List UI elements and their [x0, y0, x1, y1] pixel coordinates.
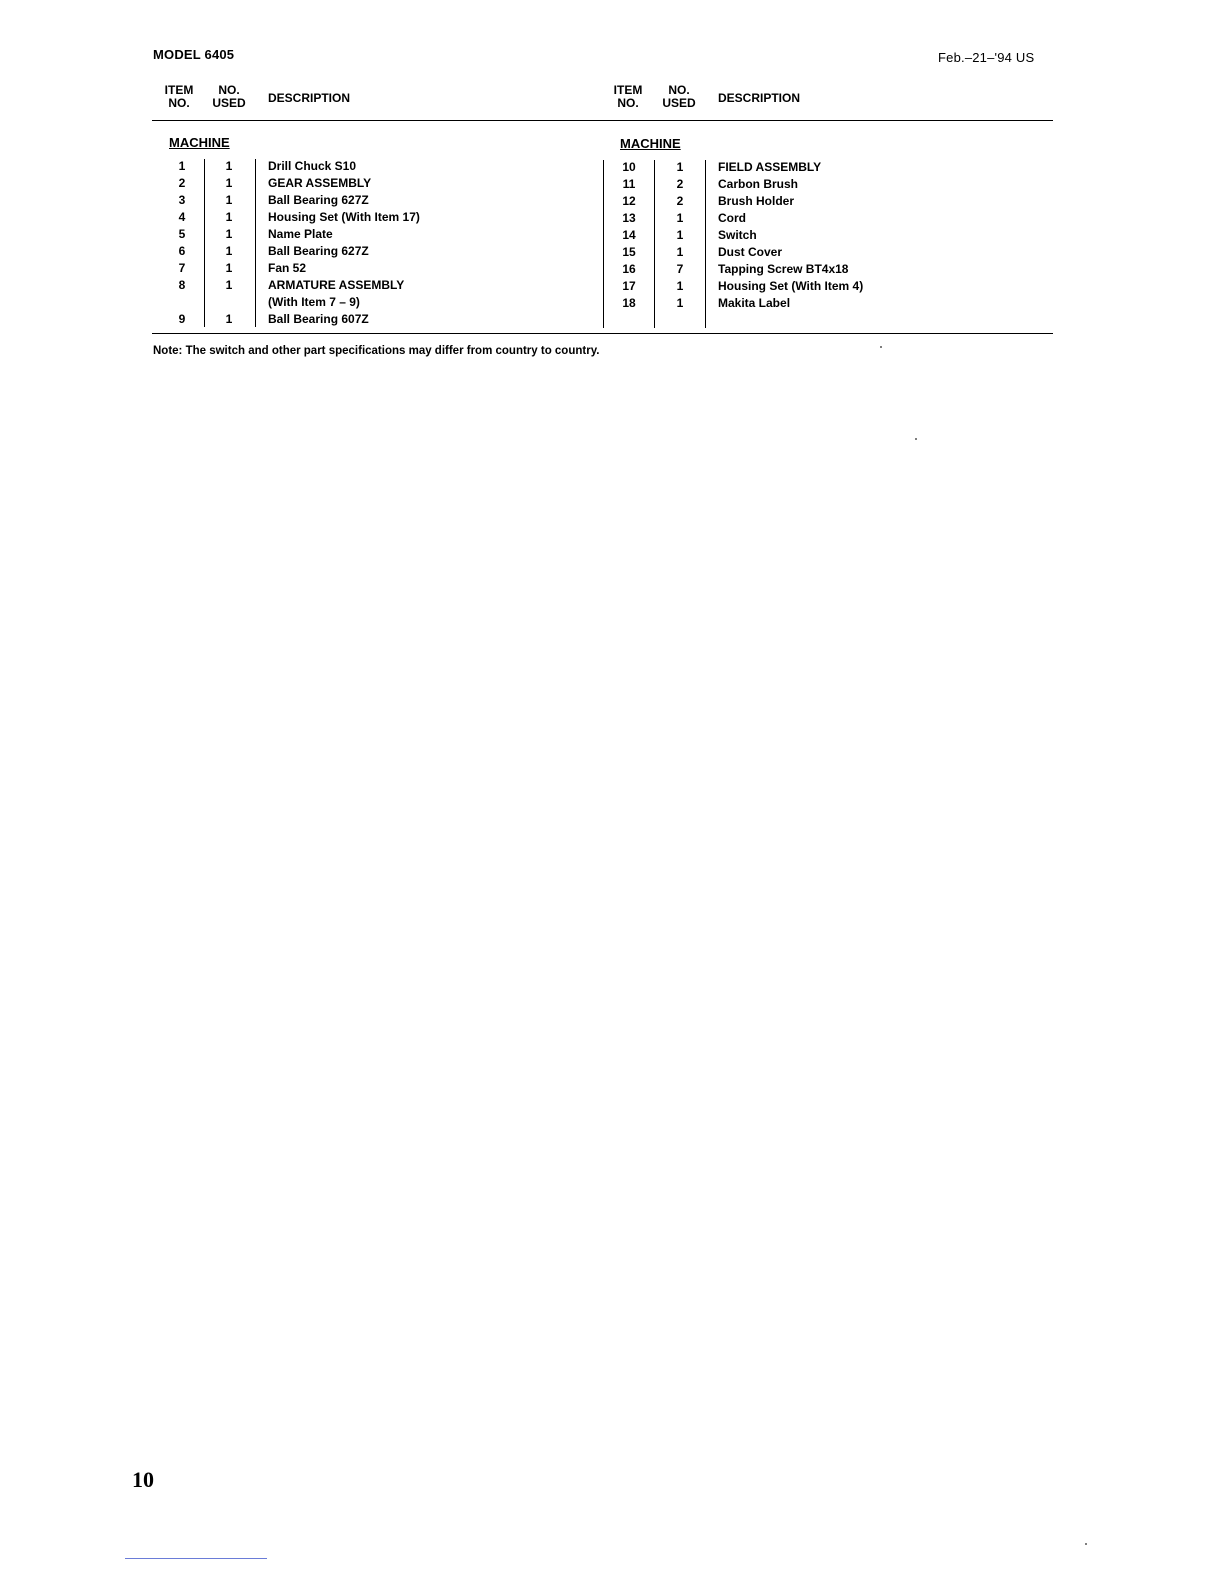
right-item-no-header — [611, 84, 645, 110]
part-description: GEAR ASSEMBLY — [268, 176, 372, 190]
footer-rule — [152, 333, 1053, 334]
left-no-used-header — [208, 84, 250, 110]
right-divider-1 — [654, 160, 655, 328]
used-header-line1: NO. — [668, 83, 690, 97]
quantity-used: 1 — [676, 228, 684, 242]
item-number: 14 — [622, 228, 636, 242]
item-number: 2 — [178, 176, 186, 190]
quantity-used: 1 — [225, 278, 233, 292]
part-description: Makita Label — [718, 296, 791, 310]
item-number: 10 — [622, 160, 636, 174]
item-number: 8 — [178, 278, 186, 292]
item-header-line2: NO. — [617, 96, 639, 110]
revision-date: Feb.–21–'94 US — [938, 50, 1035, 65]
part-description: Fan 52 — [268, 261, 307, 275]
header-rule — [152, 120, 1053, 121]
item-number: 6 — [178, 244, 186, 258]
part-description: FIELD ASSEMBLY — [718, 160, 822, 174]
item-number: 3 — [178, 193, 186, 207]
left-section-title: MACHINE — [169, 135, 230, 150]
part-description: Ball Bearing 627Z — [268, 193, 369, 207]
part-description: Ball Bearing 607Z — [268, 312, 369, 326]
model-label: MODEL 6405 — [153, 47, 235, 62]
used-header-line1: NO. — [218, 83, 240, 97]
part-description: Drill Chuck S10 — [268, 159, 357, 173]
item-header-line1: ITEM — [613, 83, 643, 97]
scan-speck — [1085, 1543, 1087, 1545]
item-number: 11 — [622, 177, 636, 191]
part-description: (With Item 7 – 9) — [268, 295, 360, 309]
quantity-used: 1 — [676, 211, 684, 225]
item-number: 16 — [622, 262, 636, 276]
scan-speck — [915, 438, 917, 440]
item-number: 17 — [622, 279, 636, 293]
part-description: Name Plate — [268, 227, 333, 241]
part-description: Switch — [718, 228, 757, 242]
scan-speck — [880, 346, 882, 348]
item-header-line2: NO. — [168, 96, 190, 110]
part-description: Carbon Brush — [718, 177, 799, 191]
left-divider-2 — [255, 159, 256, 327]
item-header-line1: ITEM — [164, 83, 194, 97]
used-header-line2: USED — [662, 96, 696, 110]
left-divider-1 — [204, 159, 205, 327]
quantity-used: 1 — [225, 210, 233, 224]
specification-note: Note: The switch and other part specifications may differ from country to country. — [153, 345, 600, 357]
quantity-used: 1 — [225, 312, 233, 326]
right-divider-2 — [705, 160, 706, 328]
part-description: ARMATURE ASSEMBLY — [268, 278, 405, 292]
quantity-used: 7 — [676, 262, 684, 276]
page-number: 10 — [132, 1467, 154, 1492]
quantity-used: 1 — [225, 176, 233, 190]
part-description: Brush Holder — [718, 194, 795, 208]
part-description: Housing Set (With Item 17) — [268, 210, 420, 224]
footer-link-underline — [125, 1558, 267, 1559]
left-item-no-header — [162, 84, 196, 110]
item-number: 4 — [178, 210, 186, 224]
item-number: 18 — [622, 296, 636, 310]
right-description-header: DESCRIPTION — [718, 91, 801, 105]
quantity-used: 1 — [225, 261, 233, 275]
item-number: 12 — [622, 194, 636, 208]
item-number: 1 — [178, 159, 186, 173]
part-description: Housing Set (With Item 4) — [718, 279, 864, 293]
quantity-used: 1 — [225, 193, 233, 207]
item-number: 7 — [178, 261, 186, 275]
part-description: Tapping Screw BT4x18 — [718, 262, 849, 276]
quantity-used: 2 — [676, 177, 684, 191]
item-number: 5 — [178, 227, 186, 241]
quantity-used: 1 — [676, 160, 684, 174]
part-description: Dust Cover — [718, 245, 783, 259]
part-description: Ball Bearing 627Z — [268, 244, 369, 258]
quantity-used: 2 — [676, 194, 684, 208]
item-number: 9 — [178, 312, 186, 326]
quantity-used: 1 — [676, 245, 684, 259]
quantity-used: 1 — [225, 159, 233, 173]
item-number: 13 — [622, 211, 636, 225]
right-no-used-header — [658, 84, 700, 110]
item-number: 15 — [622, 245, 636, 259]
quantity-used: 1 — [225, 227, 233, 241]
quantity-used: 1 — [676, 296, 684, 310]
right-section-title: MACHINE — [620, 136, 681, 151]
right-divider-0 — [603, 160, 604, 328]
quantity-used: 1 — [676, 279, 684, 293]
part-description: Cord — [718, 211, 746, 225]
used-header-line2: USED — [212, 96, 246, 110]
left-description-header: DESCRIPTION — [268, 91, 351, 105]
quantity-used: 1 — [225, 244, 233, 258]
